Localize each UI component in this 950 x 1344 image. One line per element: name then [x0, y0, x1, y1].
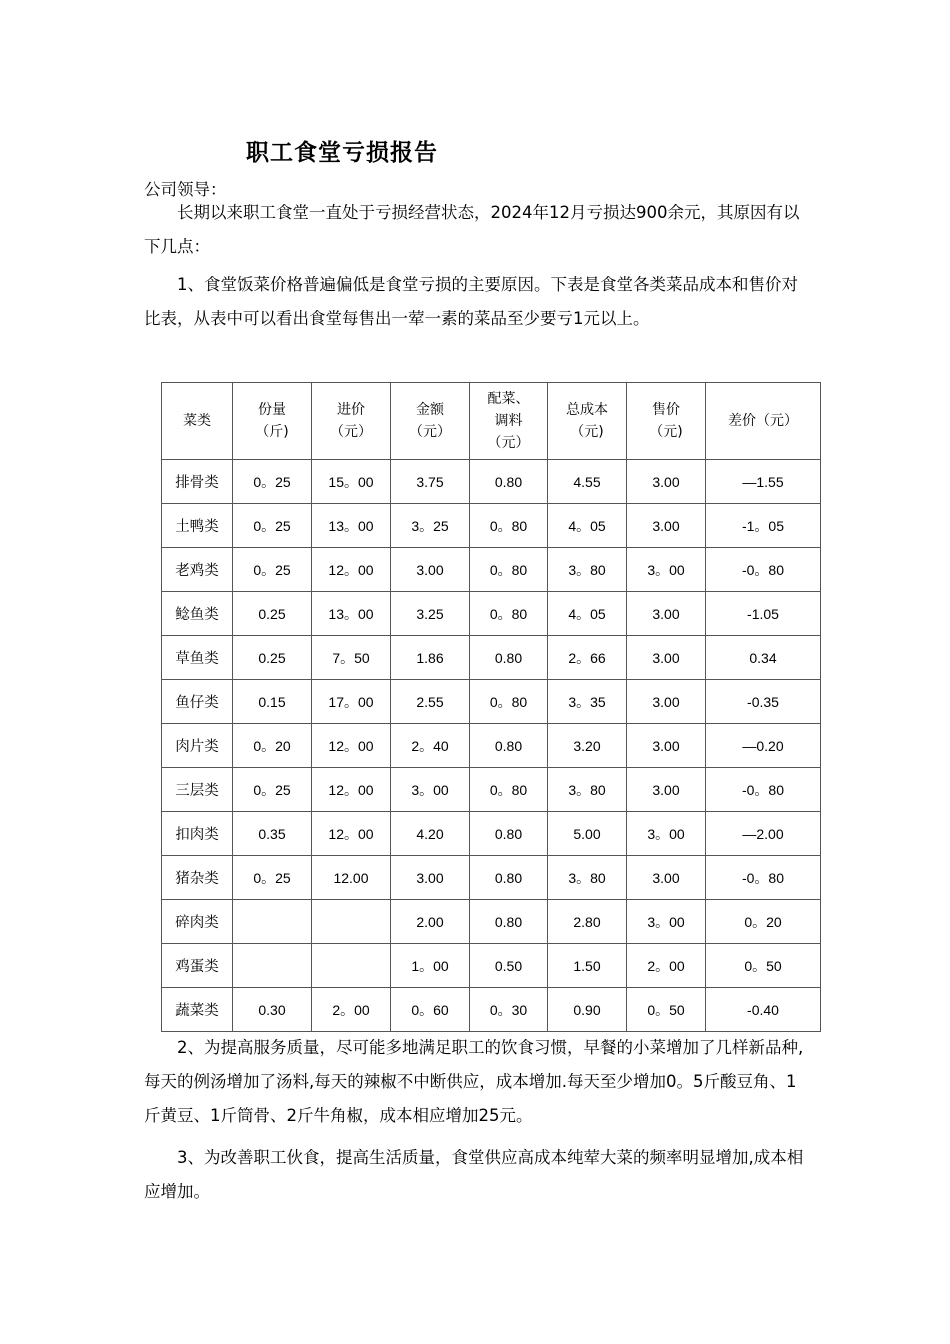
value-cell [312, 944, 391, 988]
value-cell [233, 900, 312, 944]
value-cell: 4。05 [548, 592, 627, 636]
table-row [162, 680, 821, 724]
value-cell: 0。50 [706, 944, 821, 988]
table-row [162, 724, 821, 768]
value-cell: 3.25 [391, 592, 470, 636]
value-cell: -0.35 [706, 680, 821, 724]
value-cell: 2.80 [548, 900, 627, 944]
value-cell: 0。25 [233, 856, 312, 900]
category-cell: 鲶鱼类 [162, 592, 233, 636]
table-row [162, 812, 821, 856]
value-cell: 3.00 [627, 636, 706, 680]
value-cell: 3.00 [627, 856, 706, 900]
value-cell: 3.75 [391, 460, 470, 504]
value-cell: 12。00 [312, 768, 391, 812]
value-cell: 4.20 [391, 812, 470, 856]
value-cell [312, 900, 391, 944]
category-cell: 碎肉类 [162, 900, 233, 944]
value-cell: 0。25 [233, 548, 312, 592]
greeting: 公司领导： [144, 180, 227, 199]
value-cell: -0.40 [706, 988, 821, 1032]
table-header-cell: 总成本 （元) [548, 383, 627, 460]
value-cell: 2。00 [627, 944, 706, 988]
value-cell: 0。80 [470, 504, 548, 548]
value-cell: 3.00 [627, 504, 706, 548]
point-1-paragraph: 1、食堂饭菜价格普遍偏低是食堂亏损的主要原因。下表是食堂各类菜品成本和售价对比表，从表中可以看出食堂每售出一荤一素的菜品至少要亏1元以上。 [144, 275, 798, 328]
table-row [162, 460, 821, 504]
value-cell: -0。80 [706, 856, 821, 900]
value-cell: 4.55 [548, 460, 627, 504]
value-cell: 17。00 [312, 680, 391, 724]
value-cell: 0.25 [233, 592, 312, 636]
value-cell: 15。00 [312, 460, 391, 504]
category-cell: 排骨类 [162, 460, 233, 504]
value-cell: 0.80 [470, 724, 548, 768]
value-cell: —1.55 [706, 460, 821, 504]
value-cell: 0。20 [706, 900, 821, 944]
value-cell: 3.00 [627, 724, 706, 768]
value-cell: 1。00 [391, 944, 470, 988]
table-header-cell: 进价 （元） [312, 383, 391, 460]
cost-comparison-table [161, 382, 821, 1032]
value-cell: 0。60 [391, 988, 470, 1032]
table-header-row [162, 383, 821, 460]
value-cell: 2.55 [391, 680, 470, 724]
value-cell: 0.90 [548, 988, 627, 1032]
table-row [162, 548, 821, 592]
value-cell: 4。05 [548, 504, 627, 548]
value-cell: 3.20 [548, 724, 627, 768]
value-cell: 0.80 [470, 812, 548, 856]
value-cell: 0.80 [470, 856, 548, 900]
value-cell: —0.20 [706, 724, 821, 768]
value-cell: -0。80 [706, 548, 821, 592]
table-header-cell: 售价 （元) [627, 383, 706, 460]
category-cell: 土鸭类 [162, 504, 233, 548]
category-cell: 鸡蛋类 [162, 944, 233, 988]
table-body [162, 460, 821, 1032]
value-cell: 0.30 [233, 988, 312, 1032]
value-cell: 2。00 [312, 988, 391, 1032]
value-cell: 0。30 [470, 988, 548, 1032]
value-cell: 3.00 [627, 680, 706, 724]
value-cell: 3。00 [627, 900, 706, 944]
table-row [162, 768, 821, 812]
table-header-cell: 金额 （元） [391, 383, 470, 460]
value-cell: -1.05 [706, 592, 821, 636]
category-cell: 蔬菜类 [162, 988, 233, 1032]
value-cell: 3。00 [627, 812, 706, 856]
value-cell: 3。35 [548, 680, 627, 724]
value-cell: 3。80 [548, 548, 627, 592]
value-cell: 3。00 [627, 548, 706, 592]
table-header-cell: 配菜、 调料 （元） [470, 383, 548, 460]
category-cell: 草鱼类 [162, 636, 233, 680]
value-cell: 0.80 [470, 636, 548, 680]
value-cell: 1.86 [391, 636, 470, 680]
value-cell: 3.00 [391, 856, 470, 900]
table-row [162, 988, 821, 1032]
value-cell: 3。80 [548, 768, 627, 812]
value-cell: 0。50 [627, 988, 706, 1032]
value-cell: 5.00 [548, 812, 627, 856]
table-row [162, 636, 821, 680]
value-cell: 0。25 [233, 460, 312, 504]
value-cell: 13。00 [312, 504, 391, 548]
value-cell: 12。00 [312, 812, 391, 856]
value-cell: 12.00 [312, 856, 391, 900]
table-header-cell: 差价（元） [706, 383, 821, 460]
category-cell: 鱼仔类 [162, 680, 233, 724]
value-cell: 3.00 [627, 460, 706, 504]
value-cell: 13。00 [312, 592, 391, 636]
value-cell: 0。80 [470, 680, 548, 724]
value-cell: 0.15 [233, 680, 312, 724]
table-header-cell: 份量 （斤) [233, 383, 312, 460]
value-cell: 0.50 [470, 944, 548, 988]
report-title: 职工食堂亏损报告 [246, 139, 438, 166]
value-cell: -1。05 [706, 504, 821, 548]
table-header-cell: 菜类 [162, 383, 233, 460]
value-cell: 0。80 [470, 592, 548, 636]
value-cell: 7。50 [312, 636, 391, 680]
value-cell: 0.34 [706, 636, 821, 680]
point-3-paragraph: 3、为改善职工伙食，提高生活质量，食堂供应高成本纯荤大菜的频率明显增加,成本相应增加。 [144, 1148, 804, 1201]
value-cell: 2。66 [548, 636, 627, 680]
value-cell: 3。80 [548, 856, 627, 900]
value-cell: 12。00 [312, 548, 391, 592]
value-cell: 0.80 [470, 900, 548, 944]
table-row [162, 856, 821, 900]
table-row [162, 900, 821, 944]
value-cell: 0.25 [233, 636, 312, 680]
value-cell: 3。00 [391, 768, 470, 812]
value-cell: 0。25 [233, 768, 312, 812]
value-cell: -0。80 [706, 768, 821, 812]
value-cell: 0。20 [233, 724, 312, 768]
category-cell: 老鸡类 [162, 548, 233, 592]
value-cell: 0。25 [233, 504, 312, 548]
table-row [162, 504, 821, 548]
value-cell: 0.80 [470, 460, 548, 504]
value-cell: 3。25 [391, 504, 470, 548]
category-cell: 扣肉类 [162, 812, 233, 856]
value-cell: 3.00 [627, 768, 706, 812]
intro-paragraph: 长期以来职工食堂一直处于亏损经营状态，2024年12月亏损达900余元，其原因有以下几点： [144, 203, 800, 256]
value-cell: 3.00 [627, 592, 706, 636]
category-cell: 三层类 [162, 768, 233, 812]
point-2-paragraph: 2、为提高服务质量，尽可能多地满足职工的饮食习惯，早餐的小菜增加了几样新品种,每天的例汤增加了汤料,每天的辣椒不中断供应，成本增加.每天至少增加0。5斤酸豆角、1斤黄豆、1斤筒骨、2斤牛角椒，成本相应增加25元。 [144, 1038, 804, 1125]
category-cell: 猪杂类 [162, 856, 233, 900]
table-row [162, 592, 821, 636]
value-cell: 12。00 [312, 724, 391, 768]
value-cell: 3.00 [391, 548, 470, 592]
value-cell: 0。80 [470, 548, 548, 592]
value-cell: 0.35 [233, 812, 312, 856]
value-cell: 2。40 [391, 724, 470, 768]
value-cell: 0。80 [470, 768, 548, 812]
value-cell [233, 944, 312, 988]
value-cell: 1.50 [548, 944, 627, 988]
table-row [162, 944, 821, 988]
value-cell: —2.00 [706, 812, 821, 856]
category-cell: 肉片类 [162, 724, 233, 768]
value-cell: 2.00 [391, 900, 470, 944]
